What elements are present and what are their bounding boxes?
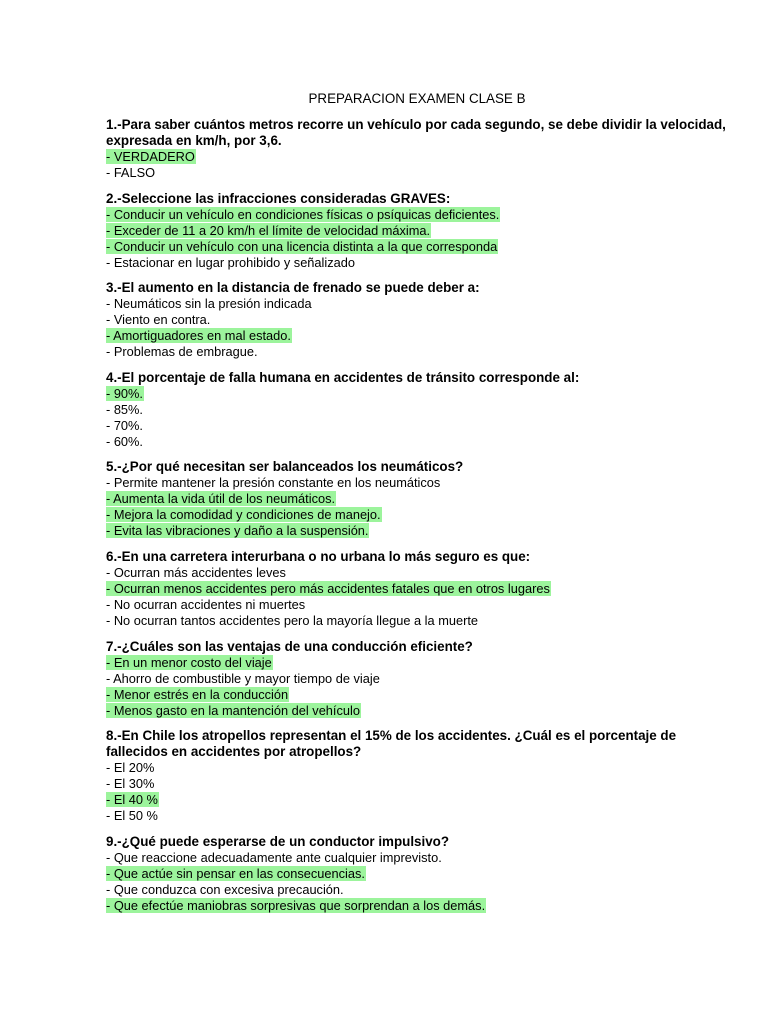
answer-option-text: - Menor estrés en la conducción bbox=[106, 686, 289, 702]
answer-options bbox=[106, 386, 728, 450]
question-text: 9.-¿Qué puede esperarse de un conductor impulsivo? bbox=[106, 833, 450, 849]
answer-option bbox=[106, 671, 728, 687]
answer-options bbox=[106, 565, 728, 629]
answer-option-text: - 85%. bbox=[106, 401, 143, 417]
answer-option-correct bbox=[106, 703, 728, 719]
answer-option-text: - El 30% bbox=[106, 776, 155, 792]
answer-options bbox=[106, 655, 728, 719]
question-5 bbox=[106, 459, 728, 539]
answer-options bbox=[106, 207, 728, 271]
question-text: 7.-¿Cuáles son las ventajas de una conducción eficiente? bbox=[106, 638, 473, 654]
answer-option bbox=[106, 475, 728, 491]
answer-option-text: - Que actúe sin pensar en las consecuencias. bbox=[106, 865, 365, 881]
answer-option-text: - Evita las vibraciones y daño a la suspensión. bbox=[106, 523, 369, 539]
question-4 bbox=[106, 370, 728, 450]
answer-options bbox=[106, 850, 728, 914]
answer-option-text: - Amortiguadores en mal estado. bbox=[106, 328, 291, 344]
answer-option bbox=[106, 882, 728, 898]
question-text: 5.-¿Por qué necesitan ser balanceados los neumáticos? bbox=[106, 459, 464, 475]
answer-option-correct bbox=[106, 581, 728, 597]
question-list bbox=[106, 117, 728, 914]
answer-option bbox=[106, 850, 728, 866]
answer-option bbox=[106, 402, 728, 418]
answer-option-text: - Neumáticos sin la presión indicada bbox=[106, 296, 312, 312]
question-8 bbox=[106, 728, 728, 824]
answer-option-text: - Que efectúe maniobras sorpresivas que sorprendan a los demás. bbox=[106, 897, 486, 913]
document-title: PREPARACION EXAMEN CLASE B bbox=[308, 91, 526, 106]
answer-option bbox=[106, 418, 728, 434]
answer-option-text: - Conducir un vehículo con una licencia distinta a la que corresponda bbox=[106, 238, 498, 254]
answer-option-text: - Que conduzca con excesiva precaución. bbox=[106, 881, 344, 897]
answer-option-text: - El 50 % bbox=[106, 808, 158, 824]
answer-option-correct bbox=[106, 866, 728, 882]
question-text: 4.-El porcentaje de falla humana en accidentes de tránsito corresponde al: bbox=[106, 369, 580, 385]
answer-option-correct bbox=[106, 149, 728, 165]
answer-option-text: - Mejora la comodidad y condiciones de manejo. bbox=[106, 507, 381, 523]
answer-options bbox=[106, 149, 728, 181]
question-text: 2.-Seleccione las infracciones consideradas GRAVES: bbox=[106, 190, 451, 206]
question-text: 3.-El aumento en la distancia de frenado se puede deber a: bbox=[106, 280, 480, 296]
answer-option bbox=[106, 434, 728, 450]
question-1 bbox=[106, 117, 728, 181]
answer-option-correct bbox=[106, 687, 728, 703]
question-text: 8.-En Chile los atropellos representan el 15% de los accidentes. ¿Cuál es el porcentaje de fallecidos en accidentes por atropellos? bbox=[106, 728, 677, 760]
answer-option-correct bbox=[106, 655, 728, 671]
question-3 bbox=[106, 280, 728, 360]
question-2 bbox=[106, 191, 728, 271]
answer-option bbox=[106, 565, 728, 581]
answer-option-correct bbox=[106, 898, 728, 914]
answer-option-text: - En un menor costo del viaje bbox=[106, 654, 272, 670]
answer-option-text: - Conducir un vehículo en condiciones físicas o psíquicas deficientes. bbox=[106, 206, 500, 222]
answer-option-text: - 90%. bbox=[106, 385, 143, 401]
answer-option bbox=[106, 255, 728, 271]
answer-option-text: - Que reaccione adecuadamente ante cualquier imprevisto. bbox=[106, 849, 442, 865]
question-text: 1.-Para saber cuántos metros recorre un vehículo por cada segundo, se debe dividir la velocidad, expresada en km/h, por 3,6. bbox=[106, 117, 726, 148]
answer-option-correct bbox=[106, 792, 728, 808]
answer-option-text: - Viento en contra. bbox=[106, 312, 211, 328]
answer-options bbox=[106, 296, 728, 360]
answer-option-text: - 60%. bbox=[106, 433, 143, 449]
answer-option bbox=[106, 760, 728, 776]
answer-option-text: - Ocurran menos accidentes pero más accidentes fatales que en otros lugares bbox=[106, 580, 550, 596]
answer-options bbox=[106, 475, 728, 539]
answer-option-correct bbox=[106, 523, 728, 539]
answer-option-text: - No ocurran tantos accidentes pero la mayoría llegue a la muerte bbox=[106, 612, 479, 628]
answer-option-text: - Problemas de embrague. bbox=[106, 344, 258, 360]
question-9 bbox=[106, 834, 728, 914]
answer-option-text: - Ahorro de combustible y mayor tiempo de viaje bbox=[106, 670, 380, 686]
answer-option-text: - 70%. bbox=[106, 417, 143, 433]
answer-option-text: - Exceder de 11 a 20 km/h el límite de velocidad máxima. bbox=[106, 222, 431, 238]
question-6 bbox=[106, 549, 728, 629]
answer-options bbox=[106, 760, 728, 824]
answer-option bbox=[106, 597, 728, 613]
answer-option-text: - Estacionar en lugar prohibido y señalizado bbox=[106, 254, 355, 270]
answer-option-text: - Aumenta la vida útil de los neumáticos. bbox=[106, 491, 336, 507]
answer-option bbox=[106, 776, 728, 792]
answer-option-text: - VERDADERO bbox=[106, 149, 195, 164]
question-7 bbox=[106, 639, 728, 719]
answer-option-correct bbox=[106, 328, 728, 344]
answer-option-text: - El 20% bbox=[106, 760, 155, 776]
answer-option-correct bbox=[106, 239, 728, 255]
answer-option-correct bbox=[106, 223, 728, 239]
answer-option bbox=[106, 296, 728, 312]
answer-option-text: - FALSO bbox=[106, 165, 156, 180]
answer-option-correct bbox=[106, 491, 728, 507]
answer-option-text: - El 40 % bbox=[106, 792, 158, 808]
answer-option-text: - Menos gasto en la mantención del vehículo bbox=[106, 702, 360, 718]
answer-option bbox=[106, 808, 728, 824]
answer-option-correct bbox=[106, 207, 728, 223]
answer-option-correct bbox=[106, 386, 728, 402]
answer-option-text: - No ocurran accidentes ni muertes bbox=[106, 596, 306, 612]
answer-option-correct bbox=[106, 507, 728, 523]
answer-option bbox=[106, 165, 728, 181]
answer-option bbox=[106, 344, 728, 360]
question-text: 6.-En una carretera interurbana o no urbana lo más seguro es que: bbox=[106, 548, 531, 564]
answer-option bbox=[106, 613, 728, 629]
answer-option-text: - Ocurran más accidentes leves bbox=[106, 564, 286, 580]
answer-option bbox=[106, 312, 728, 328]
answer-option-text: - Permite mantener la presión constante en los neumáticos bbox=[106, 475, 441, 491]
